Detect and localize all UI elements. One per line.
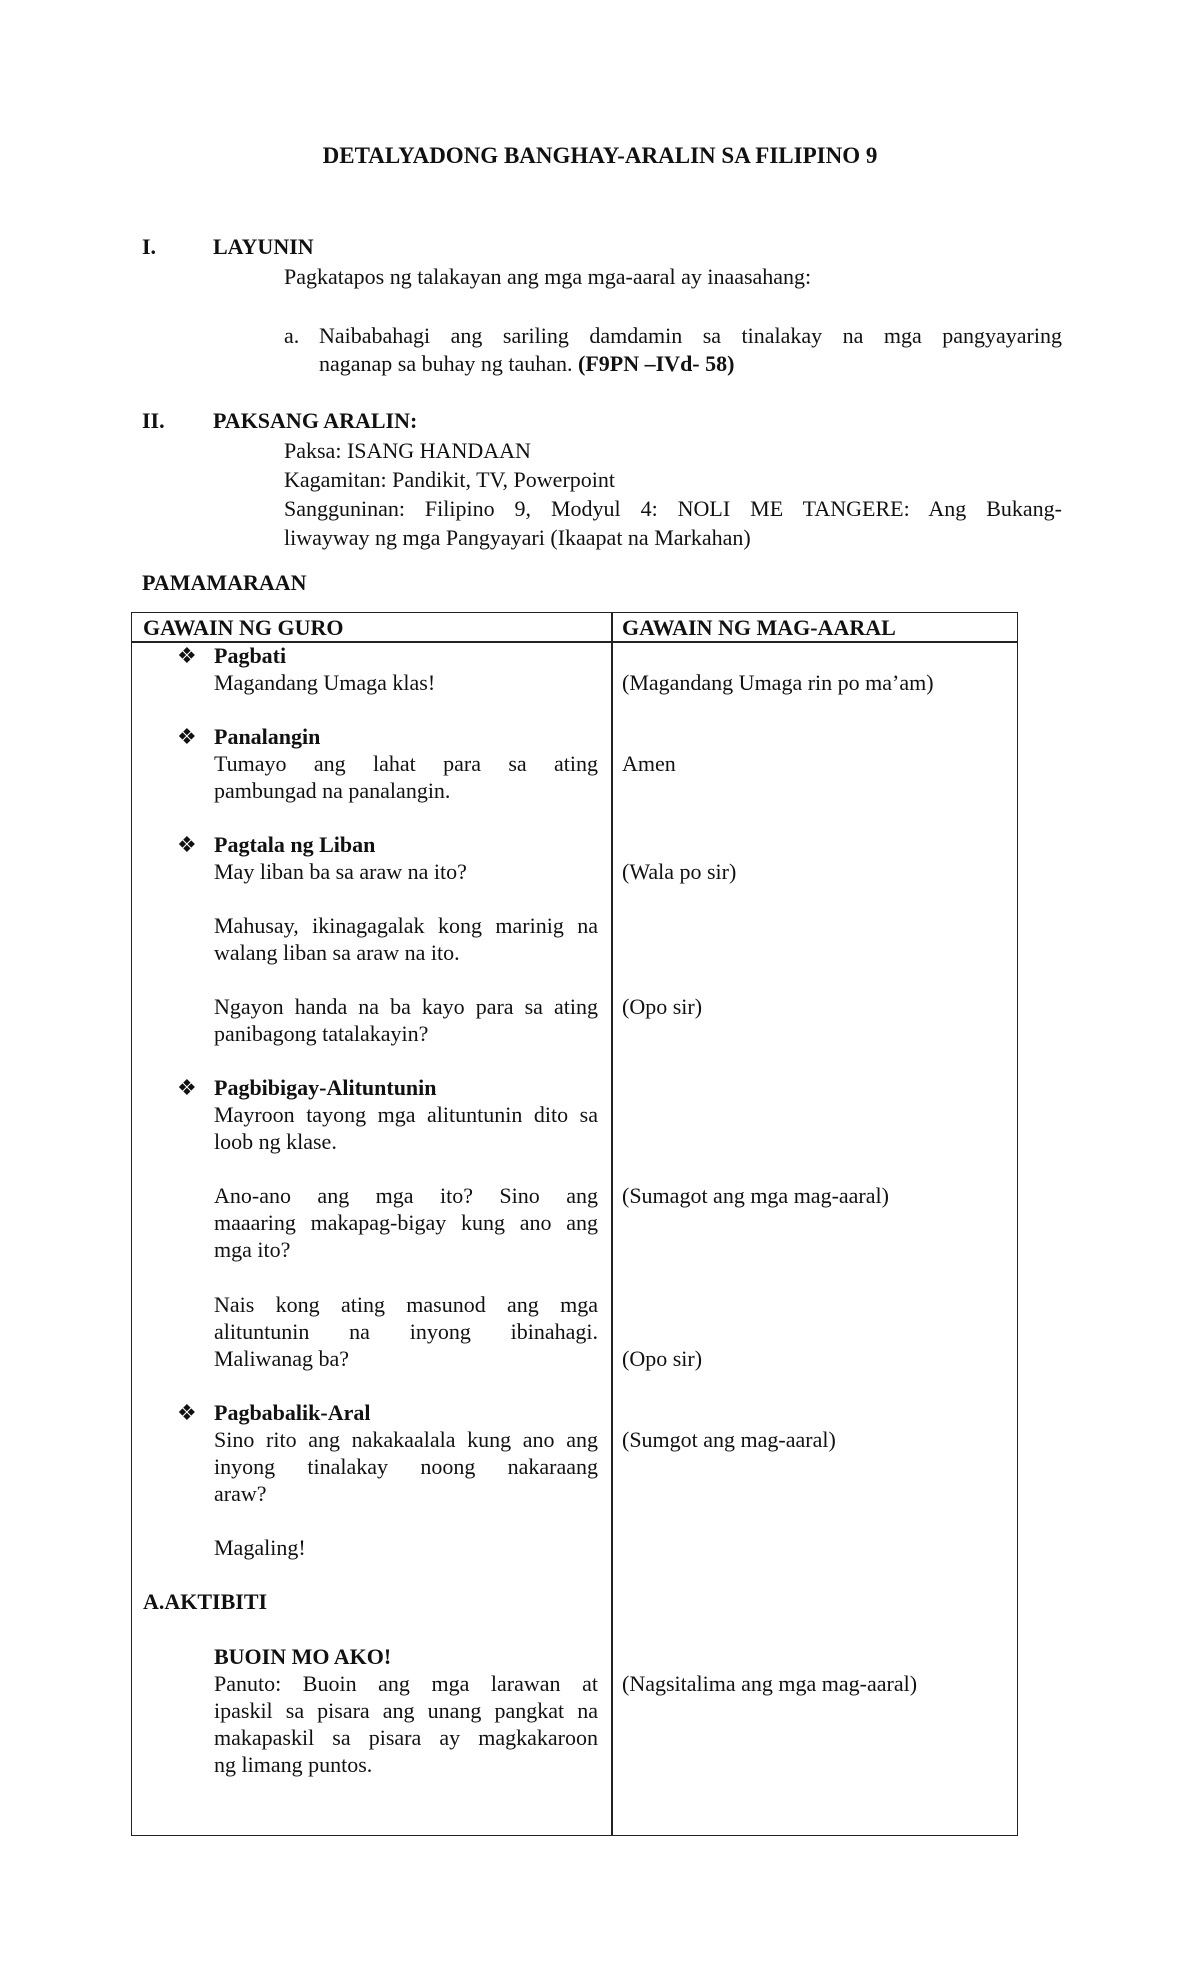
balik-aral-teacher1-line2: inyong tinalakay noong nakaraang (214, 1454, 598, 1479)
alituntunin-teacher3-line1: Nais kong ating masunod ang mga (214, 1292, 598, 1317)
section-heading-layunin: LAYUNIN (213, 234, 314, 259)
document-title: DETALYADONG BANGHAY-ARALIN SA FILIPINO 9 (322, 143, 878, 168)
balik-aral-heading: Pagbabalik-Aral (214, 1400, 371, 1425)
pagtala-student3: (Opo sir) (622, 994, 703, 1019)
alituntunin-teacher3-line3: Maliwanag ba? (214, 1346, 349, 1371)
section-heading-paksa: PAKSANG ARALIN: (213, 408, 418, 433)
alituntunin-student2: (Sumagot ang mga mag-aaral) (622, 1183, 889, 1208)
table-column-divider (611, 613, 613, 1835)
balik-aral-teacher1-line1: Sino rito ang nakakaalala kung ano ang (214, 1427, 598, 1452)
balik-aral-teacher2: Magaling! (214, 1535, 306, 1560)
panalangin-teacher-line2: pambungad na panalangin. (214, 778, 451, 803)
diamond-bullet-icon: ❖ (177, 1400, 197, 1425)
alituntunin-student3: (Opo sir) (622, 1346, 703, 1371)
balik-aral-student1: (Sumgot ang mag-aaral) (622, 1427, 836, 1452)
competency-code: (F9PN –IVd- 58) (578, 351, 735, 376)
pagtala-teacher1: May liban ba sa araw na ito? (214, 859, 467, 884)
pagbati-student: (Magandang Umaga rin po ma’am) (622, 670, 934, 695)
alituntunin-teacher2-line3: mga ito? (214, 1237, 291, 1262)
panalangin-student: Amen (622, 751, 676, 776)
sanggunian-line2: liwayway ng mga Pangyayari (Ikaapat na Markahan) (284, 525, 751, 550)
table-header-guro: GAWAIN NG GURO (143, 615, 344, 640)
pagtala-student1: (Wala po sir) (622, 859, 737, 884)
panuto-line2: ipaskil sa pisara ang unang pangkat na (214, 1698, 598, 1723)
paksa-line: Paksa: ISANG HANDAAN (284, 438, 531, 463)
alituntunin-teacher2-line1: Ano-ano ang mga ito? Sino ang (214, 1183, 598, 1208)
pagtala-teacher2-line1: Mahusay, ikinagagalak kong marinig na (214, 913, 598, 938)
diamond-bullet-icon: ❖ (177, 832, 197, 857)
pagtala-teacher3-line1: Ngayon handa na ba kayo para sa ating (214, 994, 598, 1019)
alituntunin-teacher1-line2: loob ng klase. (214, 1129, 337, 1154)
pagbati-teacher: Magandang Umaga klas! (214, 670, 436, 695)
pagbati-heading: Pagbati (214, 643, 287, 668)
alituntunin-teacher2-line2: maaaring makapag-bigay kung ano ang (214, 1210, 598, 1235)
section-number-paksa: II. (142, 408, 165, 433)
sanggunian-line1: Sangguninan: Filipino 9, Modyul 4: NOLI ME TANGERE: Ang Bukang- (284, 496, 1062, 521)
alituntunin-teacher1-line1: Mayroon tayong mga alituntunin dito sa (214, 1102, 598, 1127)
layunin-intro: Pagkatapos ng talakayan ang mga mga-aaral ay inaasahang: (284, 264, 812, 289)
diamond-bullet-icon: ❖ (177, 1075, 197, 1100)
kagamitan-line: Kagamitan: Pandikit, TV, Powerpoint (284, 467, 615, 492)
layunin-item-text: naganap sa buhay ng tauhan. (319, 351, 573, 376)
aktibiti-heading: A.AKTIBITI (143, 1589, 268, 1614)
panalangin-heading: Panalangin (214, 724, 321, 749)
pamamaraan-heading: PAMAMARAAN (142, 570, 307, 595)
alituntunin-teacher3-line2: alituntunin na inyong ibinahagi. (214, 1319, 598, 1344)
panuto-line3: makapaskil sa pisara ay magkakaroon (214, 1725, 598, 1750)
layunin-item-letter: a. (284, 323, 300, 348)
table-header-magaaral: GAWAIN NG MAG-AARAL (622, 615, 896, 640)
balik-aral-teacher1-line3: araw? (214, 1481, 267, 1506)
panuto-line1: Panuto: Buoin ang mga larawan at (214, 1671, 598, 1696)
alituntunin-heading: Pagbibigay-Alituntunin (214, 1075, 437, 1100)
aktibiti-student: (Nagsitalima ang mga mag-aaral) (622, 1671, 918, 1696)
panuto-line4: ng limang puntos. (214, 1752, 373, 1777)
diamond-bullet-icon: ❖ (177, 724, 197, 749)
panalangin-teacher-line1: Tumayo ang lahat para sa ating (214, 751, 598, 776)
diamond-bullet-icon: ❖ (177, 643, 197, 668)
pagtala-heading: Pagtala ng Liban (214, 832, 376, 857)
layunin-item-line2 (319, 351, 734, 377)
layunin-item-line1: Naibabahagi ang sariling damdamin sa tinalakay na mga pangyayaring (319, 323, 1062, 348)
pagtala-teacher2-line2: walang liban sa araw na ito. (214, 940, 460, 965)
procedure-table (131, 612, 1018, 1836)
activity-title: BUOIN MO AKO! (214, 1644, 392, 1669)
pagtala-teacher3-line2: panibagong tatalakayin? (214, 1021, 429, 1046)
section-number-layunin: I. (142, 234, 157, 259)
